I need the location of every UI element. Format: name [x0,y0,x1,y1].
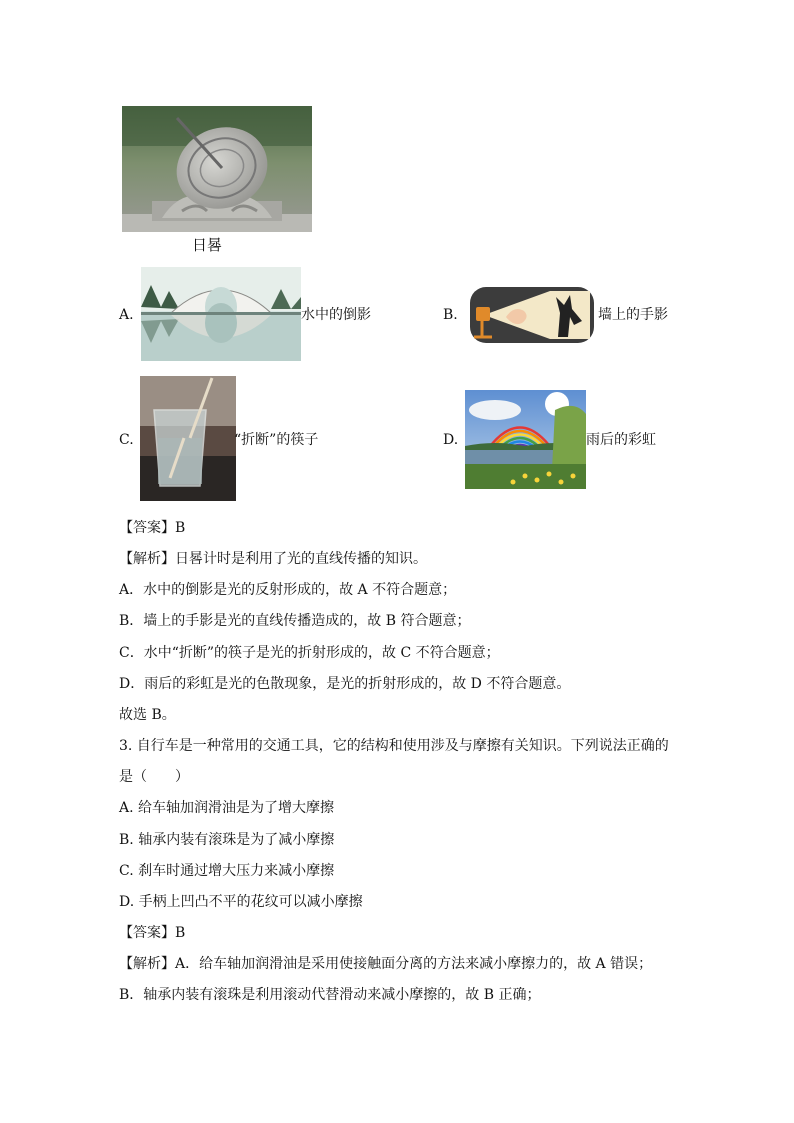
q3-analysis-line: 【解析】A．给车轴加润滑油是采用使接触面分离的方法来减小摩擦力的，故 A 错误； [119,956,653,972]
option-a-letter: A. [119,307,134,323]
option-d-letter: D. [443,432,459,448]
option-a-label: 水中的倒影 [301,307,371,323]
q2-answer: 【答案】B [119,520,186,536]
option-c-image [140,376,236,501]
option-a-image [141,267,301,361]
sundial-image [122,106,312,232]
q2-analysis-line: B．墙上的手影是光的直线传播造成的，故 B 符合题意； [119,613,471,629]
q3-choice-a: A. 给车轴加润滑油是为了增大摩擦 [119,800,335,816]
option-b-label: 墙上的手影 [598,307,668,323]
option-d-label: 雨后的彩虹 [586,432,656,448]
q3-analysis-line: B．轴承内装有滚珠是利用滚动代替滑动来减小摩擦的，故 B 正确； [119,987,541,1003]
q3-answer: 【答案】B [119,925,186,941]
sundial-caption: 日晷 [192,236,223,254]
option-c-label: “折断”的筷子 [234,432,319,448]
q3-choice-c: C. 刹车时通过增大压力来减小摩擦 [119,863,335,879]
q2-analysis-line: 【解析】日晷计时是利用了光的直线传播的知识。 [119,551,427,567]
option-d-image [465,390,586,489]
q2-analysis-line: D．雨后的彩虹是光的色散现象，是光的折射形成的，故 D 不符合题意。 [119,676,571,692]
option-c-letter: C. [119,432,134,448]
option-b-letter: B. [443,307,458,323]
q3-stem: 3. 自行车是一种常用的交通工具，它的结构和使用涉及与摩擦有关知识。下列说法正确的 [119,738,669,754]
q2-analysis-line: 故选 B。 [119,707,176,723]
q3-choice-d: D. 手柄上凹凸不平的花纹可以减小摩擦 [119,894,363,910]
q3-choice-b: B. 轴承内装有滚珠是为了减小摩擦 [119,832,335,848]
q2-analysis-line: A．水中的倒影是光的反射形成的，故 A 不符合题意； [119,582,457,598]
option-b-image [470,287,594,343]
q2-analysis-line: C．水中“折断”的筷子是光的折射形成的，故 C 不符合题意； [119,645,500,661]
q3-stem-continued: 是（ ） [119,769,189,785]
